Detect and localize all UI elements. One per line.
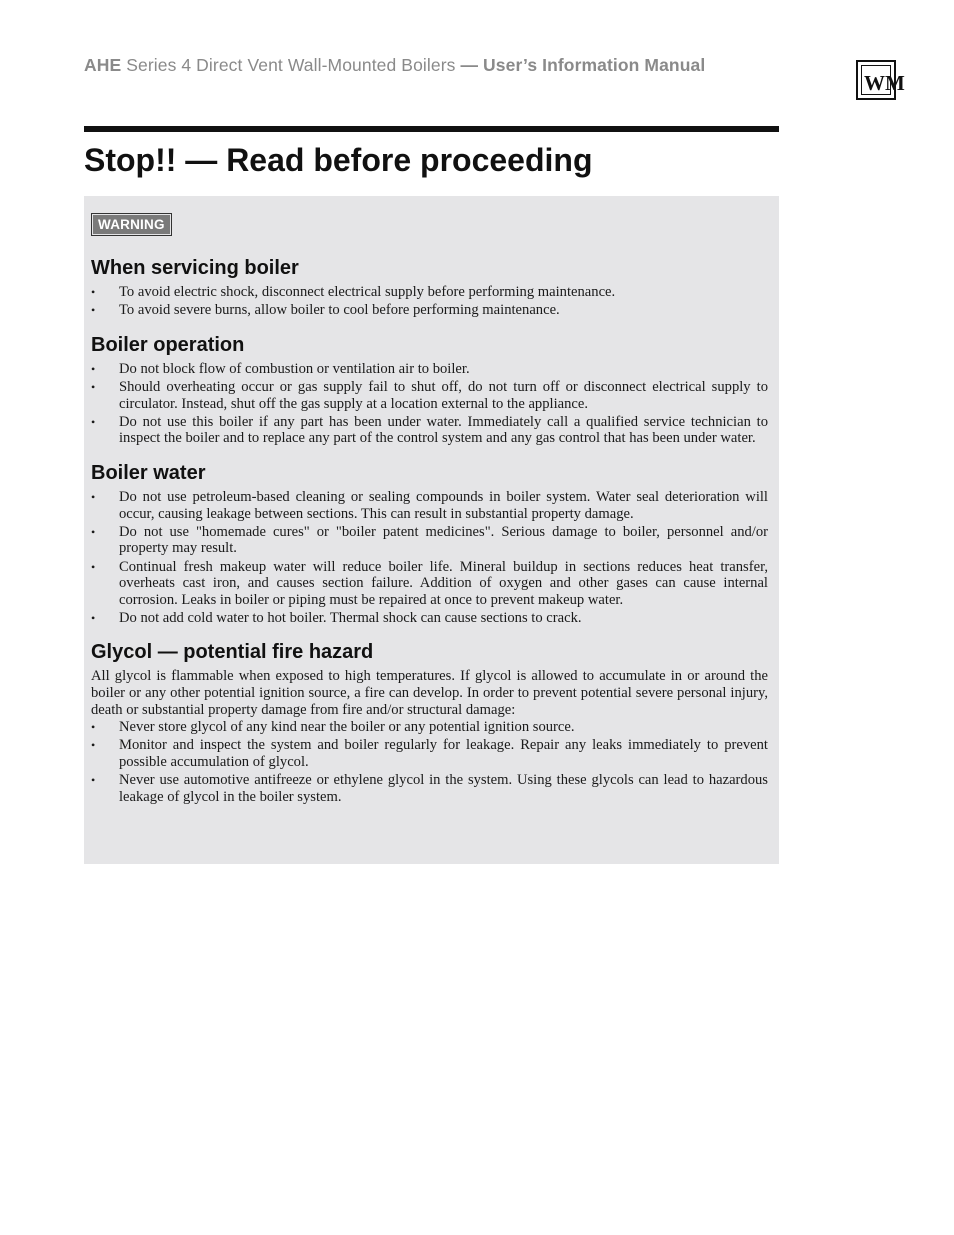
section-glycol-fire-hazard <box>91 640 768 805</box>
section-heading: Boiler operation <box>91 333 245 356</box>
header-brand: AHE <box>84 55 122 75</box>
section-heading: Boiler water <box>91 461 206 484</box>
section-heading: Glycol — potential fire hazard <box>91 641 374 664</box>
section-heading: When servicing boiler <box>91 257 299 279</box>
list-item: • Do not use petroleum-based cleaning or sealing compounds in boiler system. Water seal deterioration will occur, causing leakage between sections. This can result in substantial property damage. <box>91 489 768 522</box>
header-series-text: Series 4 Direct Vent Wall-Mounted Boilers <box>126 55 456 75</box>
bullet-list <box>91 719 768 805</box>
list-item: • Never use automotive antifreeze or ethylene glycol in the system. Using these glycols can lead to hazardous leakage of glycol in the boiler system. <box>91 772 768 805</box>
warning-badge: WARNING <box>91 213 172 236</box>
bullet-list <box>91 284 768 319</box>
weil-mclain-logo-icon <box>856 60 905 100</box>
section-boiler-operation <box>91 333 768 447</box>
warning-panel <box>84 196 779 864</box>
title-rule <box>84 126 779 132</box>
bullet-list <box>91 489 768 627</box>
bullet-list <box>91 361 768 447</box>
list-item: • Monitor and inspect the system and boiler regularly for leakage. Repair any leaks immediately to prevent possible accumulation of glycol. <box>91 737 768 770</box>
logo-lettering: WM <box>864 71 905 95</box>
list-item: • Do not add cold water to hot boiler. Thermal shock can cause sections to crack. <box>91 610 768 627</box>
list-item: • Continual fresh makeup water will reduce boiler life. Mineral buildup in sections reduces heat transfer, overheats cast iron, and causes section failure. Addition of oxygen and other gases can cause internal corrosion. Leaks in boiler or piping must be repaired at once to prevent makeup water. <box>91 559 768 609</box>
list-item: • To avoid electric shock, disconnect electrical supply before performing maintenance. <box>91 284 768 301</box>
header-manual-title: User’s Information Manual <box>483 55 706 75</box>
list-item: • Do not use this boiler if any part has been under water. Immediately call a qualified service technician to inspect the boiler and to replace any part of the control system and any gas control that has been under water. <box>91 414 768 447</box>
header-separator: — <box>460 55 479 75</box>
list-item: • Never store glycol of any kind near the boiler or any potential ignition source. <box>91 719 768 736</box>
section-intro: All glycol is flammable when exposed to high temperatures. If glycol is allowed to accumulate in or around the boiler or any other potential ignition source, a fire can develop. In order to prevent potential severe personal injury, death or substantial property damage from fire and/or structural damage: <box>91 668 768 718</box>
section-when-servicing-boiler <box>91 256 768 319</box>
list-item: • To avoid severe burns, allow boiler to cool before performing maintenance. <box>91 302 768 319</box>
section-boiler-water <box>91 461 768 627</box>
list-item: • Do not use "homemade cures" or "boiler patent medicines". Serious damage to boiler, personnel and/or property may result. <box>91 524 768 557</box>
document-header <box>84 55 844 76</box>
list-item: • Should overheating occur or gas supply fail to shut off, do not turn off or disconnect electrical supply to circulator. Instead, shut off the gas supply at a location external to the appliance. <box>91 379 768 412</box>
page-title: Stop!! — Read before proceeding <box>84 142 593 178</box>
list-item: • Do not block flow of combustion or ventilation air to boiler. <box>91 361 768 378</box>
